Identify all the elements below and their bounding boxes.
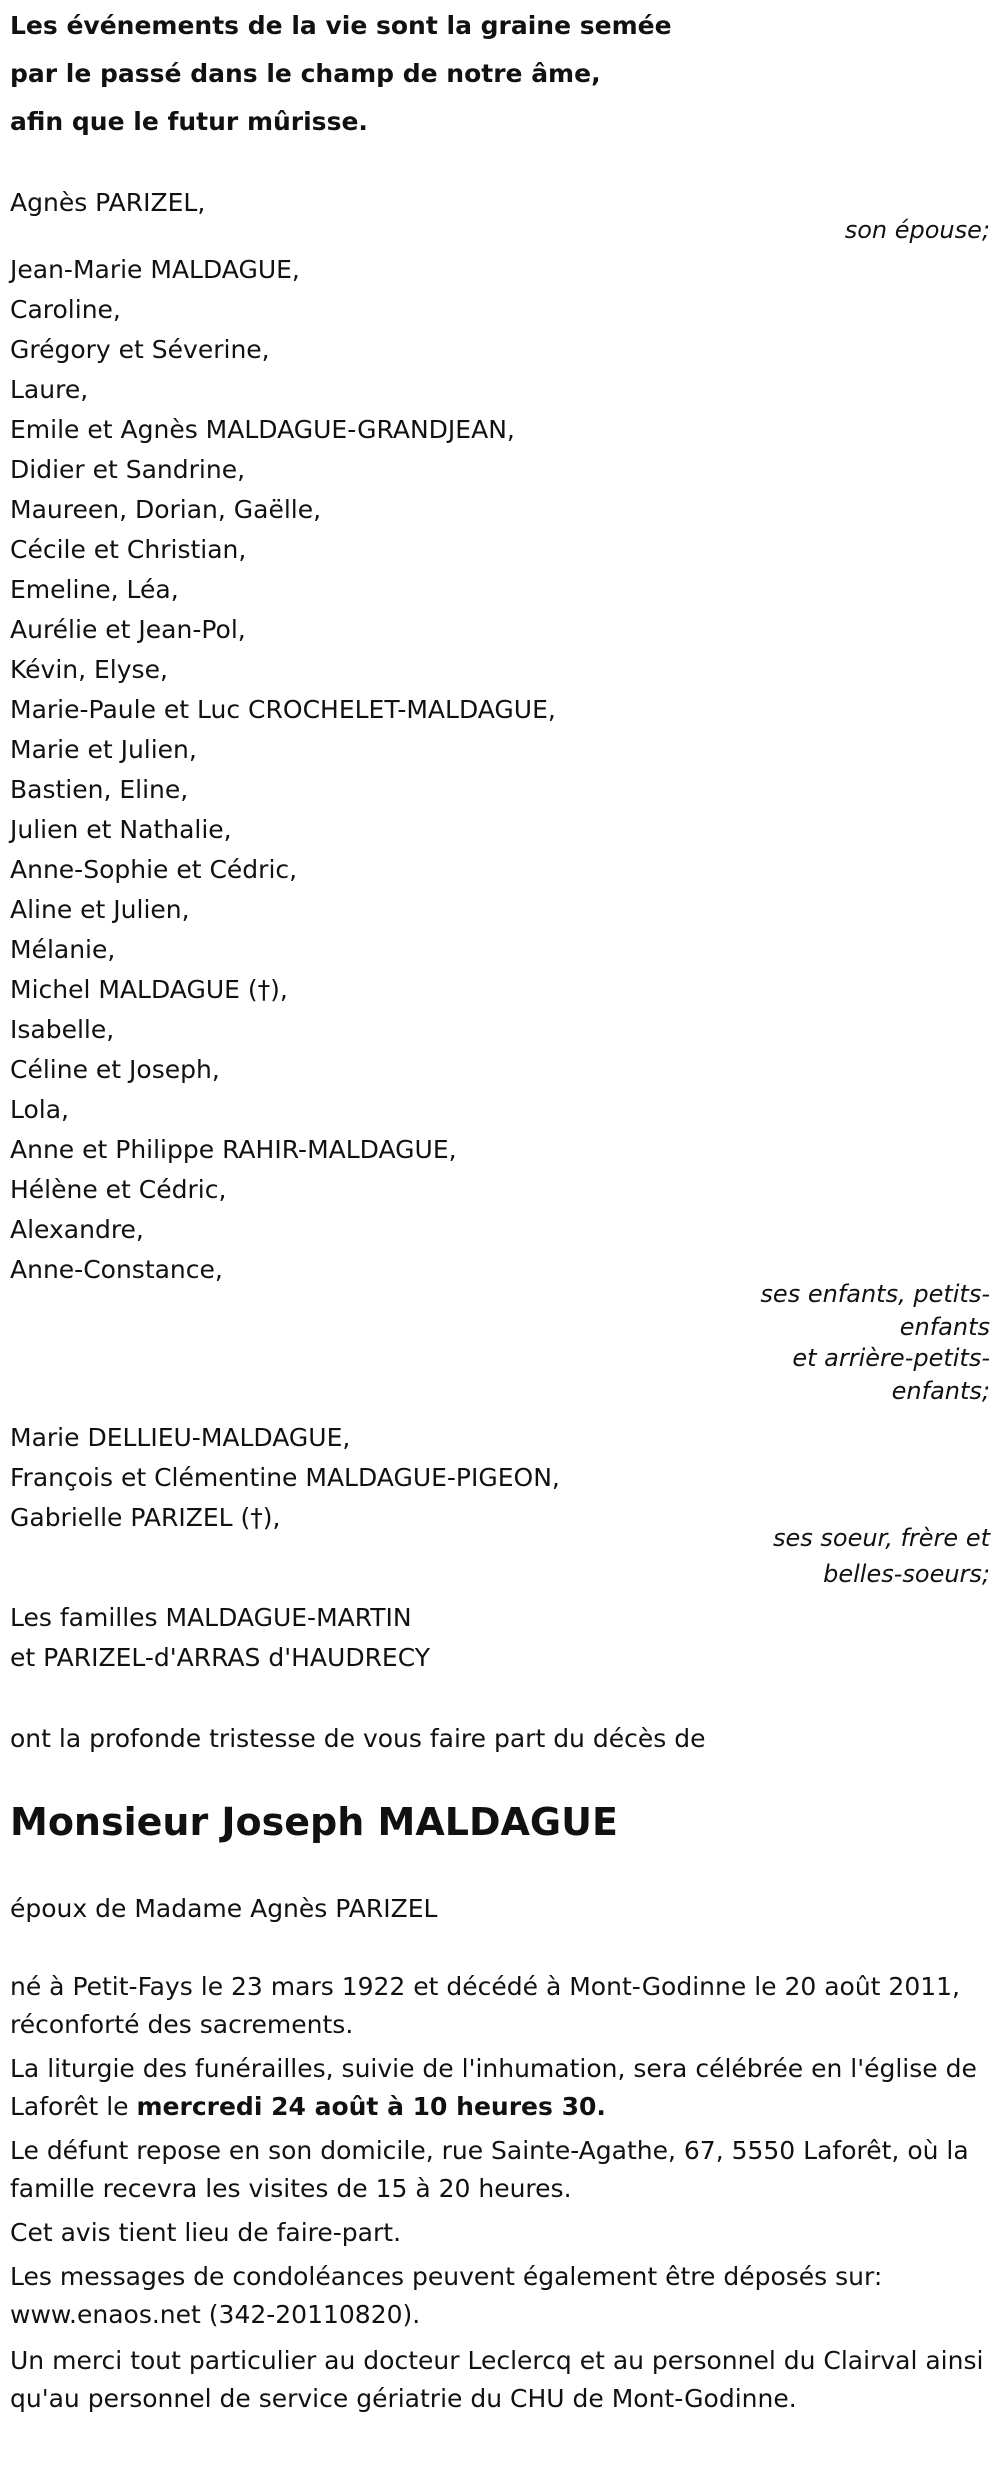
siblings-role <box>773 1520 990 1592</box>
family-member: Anne-Sophie et Cédric, <box>10 855 298 884</box>
epigraph-line: Les événements de la vie sont la graine semée <box>10 11 672 40</box>
epigraph-line: afin que le futur mûrisse. <box>10 107 368 136</box>
role-line: ses enfants, petits- <box>760 1280 990 1308</box>
grandchildren-role <box>792 1342 990 1408</box>
thanks-text: Un merci tout particulier au docteur Leclercq et au personnel du Clairval ainsi qu'au personnel de service gériatrie du CHU de Mont-Godinne. <box>10 2346 984 2413</box>
family-member: Lola, <box>10 1095 69 1124</box>
family-member: et PARIZEL-d'ARRAS d'HAUDRECY <box>10 1643 431 1672</box>
funeral-date-time: mercredi 24 août à 10 heures 30. <box>136 2092 606 2121</box>
family-member: Emeline, Léa, <box>10 575 179 604</box>
epigraph-line: par le passé dans le champ de notre âme, <box>10 59 601 88</box>
family-member: Isabelle, <box>10 1015 115 1044</box>
spouse-list <box>10 183 985 223</box>
family-member: Grégory et Séverine, <box>10 335 270 364</box>
rest-place-text: Le défunt repose en son domicile, rue Sainte-Agathe, 67, 5550 Laforêt, où la famille recevra les visites de 15 à 20 heures. <box>10 2136 969 2203</box>
role-line: enfants <box>899 1313 990 1341</box>
family-member: Anne et Philippe RAHIR-MALDAGUE, <box>10 1135 457 1164</box>
birth-death-text: né à Petit-Fays le 23 mars 1922 et décédé à Mont-Godinne le 20 août 2011, réconforté des sacrements. <box>10 1972 960 2039</box>
role-line: enfants; <box>891 1377 990 1405</box>
family-member: Aline et Julien, <box>10 895 190 924</box>
family-member: Caroline, <box>10 295 121 324</box>
role-line: belles-soeurs; <box>823 1560 990 1588</box>
family-member: Marie DELLIEU-MALDAGUE, <box>10 1423 351 1452</box>
family-member: Jean-Marie MALDAGUE, <box>10 255 300 284</box>
family-member: Aurélie et Jean-Pol, <box>10 615 246 644</box>
family-member: Julien et Nathalie, <box>10 815 232 844</box>
family-member: Emile et Agnès MALDAGUE-GRANDJEAN, <box>10 415 515 444</box>
children-list <box>10 250 985 1290</box>
family-member: Alexandre, <box>10 1215 144 1244</box>
notice-text: Cet avis tient lieu de faire-part. <box>10 2218 402 2247</box>
family-member: Anne-Constance, <box>10 1255 223 1284</box>
family-member: Marie-Paule et Luc CROCHELET-MALDAGUE, <box>10 695 556 724</box>
family-member: Céline et Joseph, <box>10 1055 220 1084</box>
family-member: Marie et Julien, <box>10 735 197 764</box>
funeral-info: La liturgie des funérailles, suivie de l'inhumation, sera célébrée en l'église de Laforêt le <box>10 2054 977 2121</box>
role-line: et arrière-petits- <box>792 1344 990 1372</box>
family-member: Maureen, Dorian, Gaëlle, <box>10 495 322 524</box>
epigraph <box>10 2 990 146</box>
family-member: Agnès PARIZEL, <box>10 188 206 217</box>
family-member: François et Clémentine MALDAGUE-PIGEON, <box>10 1463 560 1492</box>
families-list <box>10 1598 985 1678</box>
condolences-text: Les messages de condoléances peuvent également être déposés sur: www.enaos.net (342-20110820). <box>10 2262 883 2329</box>
family-member: Bastien, Eline, <box>10 775 189 804</box>
family-member: Cécile et Christian, <box>10 535 247 564</box>
family-member: Kévin, Elyse, <box>10 655 168 684</box>
family-member: Les familles MALDAGUE-MARTIN <box>10 1603 412 1632</box>
deceased-name: Monsieur Joseph MALDAGUE <box>10 1800 618 1844</box>
spouse-role: son épouse; <box>844 216 990 244</box>
family-member: Laure, <box>10 375 89 404</box>
funeral-text <box>10 2050 990 2126</box>
spouse-of-text: époux de Madame Agnès PARIZEL <box>10 1894 438 1923</box>
family-member: Gabrielle PARIZEL (†), <box>10 1503 281 1532</box>
family-member: Didier et Sandrine, <box>10 455 246 484</box>
role-line: ses soeur, frère et <box>772 1524 990 1552</box>
family-member: Mélanie, <box>10 935 116 964</box>
family-member: Michel MALDAGUE (†), <box>10 975 288 1004</box>
children-role <box>760 1278 990 1344</box>
announcement-text: ont la profonde tristesse de vous faire part du décès de <box>10 1724 706 1753</box>
family-member: Hélène et Cédric, <box>10 1175 227 1204</box>
